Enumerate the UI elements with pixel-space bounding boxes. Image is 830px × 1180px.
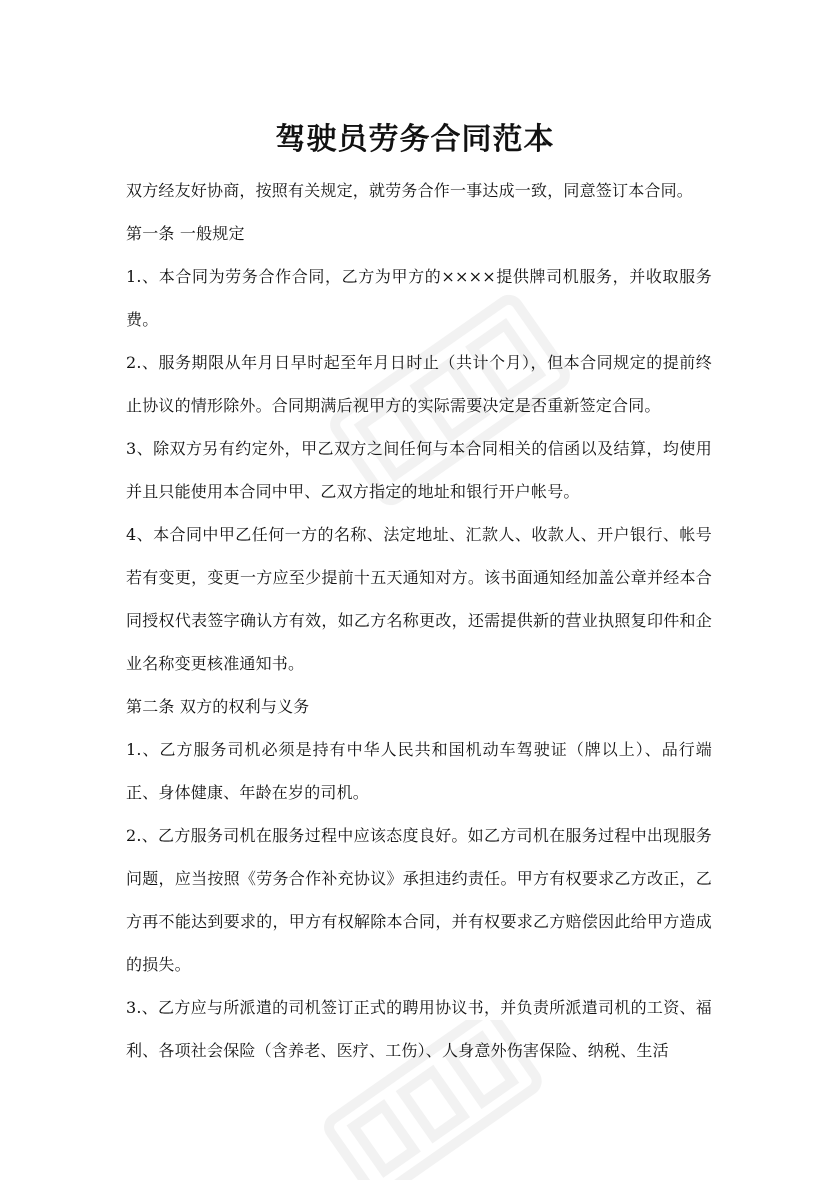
section-heading-2: 第二条 双方的权利与义务 [126,697,310,716]
paragraph-intro: 双方经友好协商，按照有关规定，就劳务合作一事达成一致，同意签订本合同。 [126,181,694,200]
paragraph-1-3: 3、除双方另有约定外，甲乙双方之间任何与本合同相关的信函以及结算，均使用并且只能使用本合同中甲、乙双方指定的地址和银行开户帐号。 [126,439,712,501]
paragraph-2-3: 3.、乙方应与所派遣的司机签订正式的聘用协议书，并负责所派遣司机的工资、福利、各项社会保险（含养老、医疗、工伤）、人身意外伤害保险、纳税、生活 [126,998,712,1060]
paragraph-1-1: 1.、本合同为劳务合作合同，乙方为甲方的××××提供牌司机服务，并收取服务费。 [126,267,712,329]
paragraph-2-2: 2.、乙方服务司机在服务过程中应该态度良好。如乙方司机在服务过程中出现服务问题，应当按照《劳务合作补充协议》承担违约责任。甲方有权要求乙方改正，乙方再不能达到要求的，甲方有权解除本合同，并有权要求乙方赔偿因此给甲方造成的损失。 [126,826,712,974]
paragraph-2-1: 1.、乙方服务司机必须是持有中华人民共和国机动车驾驶证（牌以上）、品行端正、身体健康、年龄在岁的司机。 [126,740,712,802]
paragraph-1-2: 2.、服务期限从年月日早时起至年月日时止（共计个月），但本合同规定的提前终止协议的情形除外。合同期满后视甲方的实际需要决定是否重新签定合同。 [126,353,712,415]
document-body [126,169,712,1072]
paragraph-1-4: 4、本合同中甲乙任何一方的名称、法定地址、汇款人、收款人、开户银行、帐号若有变更，变更一方应至少提前十五天通知对方。该书面通知经加盖公章并经本合同授权代表签字确认方有效，如乙方名称更改，还需提供新的营业执照复印件和企业名称变更核准通知书。 [126,525,712,673]
document-title: 驾驶员劳务合同范本 [275,122,555,157]
section-heading-1: 第一条 一般规定 [126,224,245,243]
